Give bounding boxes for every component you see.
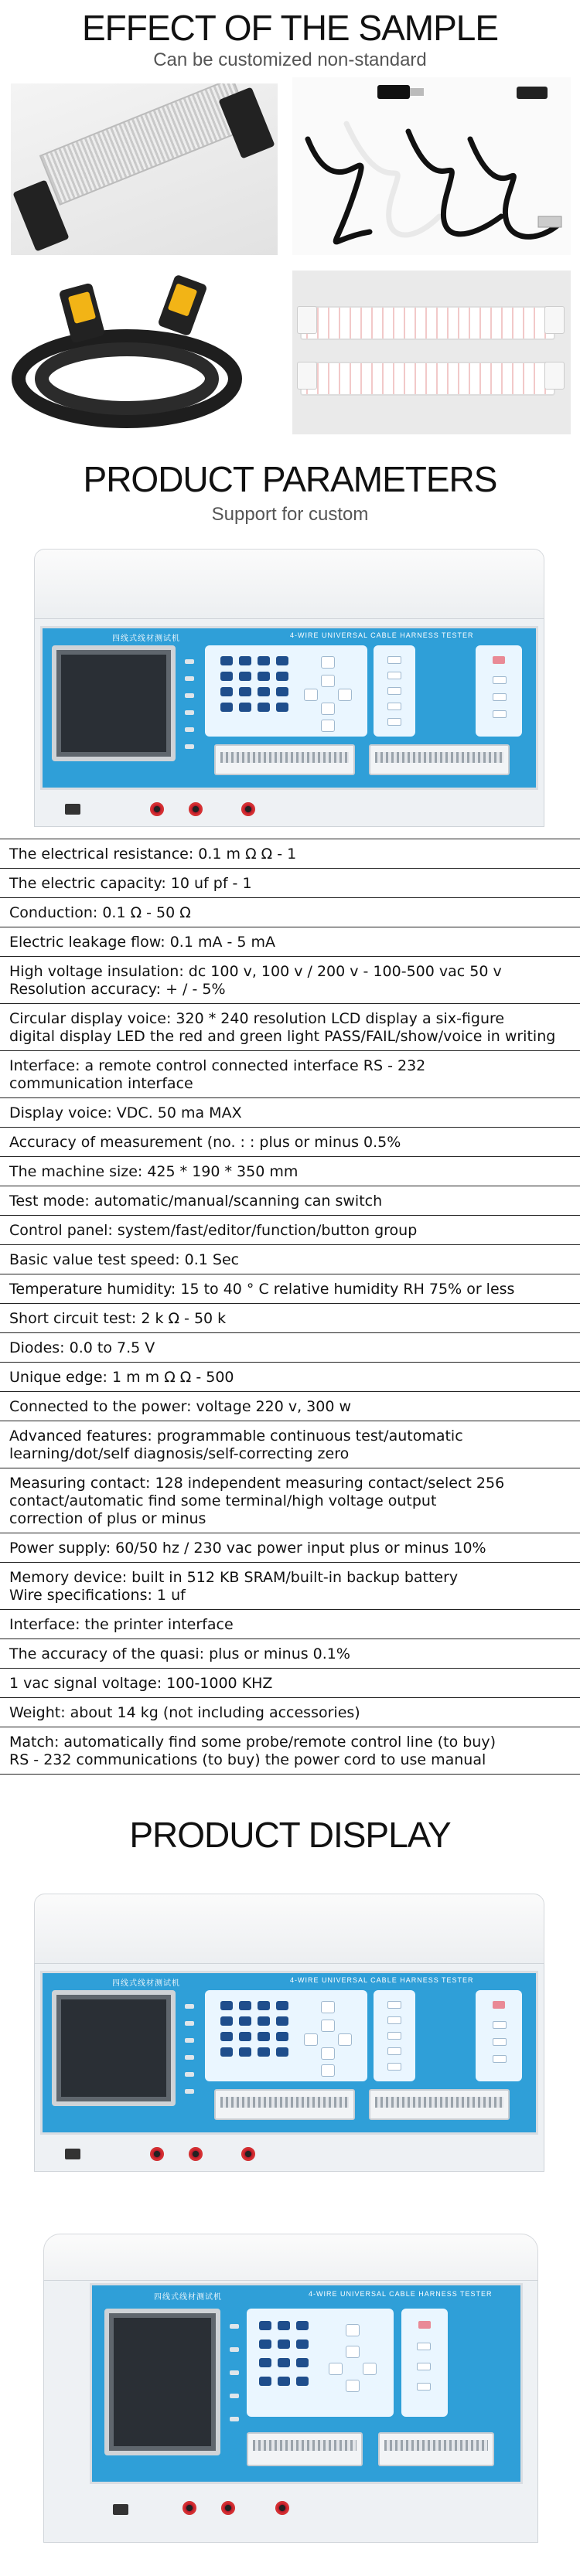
parameters-section-subtitle: Support for custom [211,504,369,525]
parameter-text: Conduction: 0.1 Ω - 50 Ω [9,904,191,921]
parameter-text: Temperature humidity: 15 to 40 ° C relative humidity RH 75% or less [9,1281,515,1298]
power-switch [65,804,80,815]
parameter-row [0,1562,580,1609]
device-brand-label-2: 四线式线材测试机 [112,1979,180,1988]
parameter-row [0,1274,580,1303]
parameter-text: Connected to the power: voltage 220 v, 300 w [9,1398,352,1415]
parameter-row [0,839,580,868]
parameter-row [0,1609,580,1638]
parameter-text: 1 vac signal voltage: 100-1000 KHZ [9,1675,273,1692]
tester-device-image [34,549,544,827]
parameter-text: The electrical resistance: 0.1 m Ω Ω - 1 [9,846,297,863]
parameter-text: Match: automatically find some probe/remote control line (to buy) RS - 232 communications (to buy) the power cord to use manual [9,1734,496,1768]
parameter-row [0,1533,580,1562]
parameter-text: Memory device: built in 512 KB SRAM/built-in backup battery Wire specifications: 1 uf [9,1569,459,1604]
display-device-front-image [34,1894,544,2172]
device-brand-label: 四线式线材测试机 [112,635,180,643]
parameter-row [0,1097,580,1127]
usb-cables-photo [292,77,571,255]
parameter-text: Interface: a remote control connected interface RS - 232 communication interface [9,1057,426,1092]
device-model-label-3: 4-WIRE UNIVERSAL CABLE HARNESS TESTER [309,2290,493,2298]
parameter-text: The electric capacity: 10 uf pf - 1 [9,875,252,892]
parameter-row [0,956,580,1003]
hdmi-cable-photo [11,263,278,434]
parameter-row [0,1003,580,1050]
wire-harness-photo [292,271,571,434]
parameter-text: Advanced features: programmable continuous test/automatic learning/dot/self diagnosis/self-correcting zero [9,1428,463,1462]
parameter-row [0,1391,580,1421]
sample-section-subtitle: Can be customized non-standard [153,49,427,70]
parameter-row [0,1127,580,1156]
display-device-angled-image [43,2234,538,2543]
parameter-text: Weight: about 14 kg (not including accessories) [9,1704,360,1721]
parameter-row [0,1156,580,1186]
parameter-text: Unique edge: 1 m m Ω Ω - 500 [9,1369,234,1386]
sample-section-title: EFFECT OF THE SAMPLE [81,8,499,48]
ribbon-cable-photo [11,83,278,255]
keypad [205,645,367,737]
display-section-title: PRODUCT DISPLAY [129,1815,451,1855]
device-model-label: 4-WIRE UNIVERSAL CABLE HARNESS TESTER [290,631,474,639]
side-button-panel [374,645,415,737]
parameter-text: Accuracy of measurement (no. : : plus or minus 0.5% [9,1134,401,1151]
parameter-row [0,1332,580,1362]
parameter-text: Measuring contact: 128 independent measuring contact/select 256 contact/automatic find some terminal/high voltage output correction of plus or minus [9,1475,505,1527]
parameter-text: Circular display voice: 320 * 240 resolution LCD display a six-figure digital display LED the red and green light PASS/FAIL/show/voice in writing [9,1010,556,1045]
parameter-text: The machine size: 425 * 190 * 350 mm [9,1163,299,1180]
parameter-row [0,897,580,927]
parameters-section-title: PRODUCT PARAMETERS [83,459,497,499]
parameter-row [0,1244,580,1274]
device-brand-label-3: 四线式线材测试机 [154,2293,222,2302]
test-socket-b [369,744,510,775]
parameter-text: Interface: the printer interface [9,1616,234,1633]
device-front-panel [40,626,538,790]
parameter-row [0,1050,580,1097]
parameter-text: The accuracy of the quasi: plus or minus 0.1% [9,1645,350,1662]
test-socket-a [214,744,355,775]
parameter-row [0,1727,580,1775]
parameter-row [0,927,580,956]
parameter-row [0,1638,580,1668]
parameter-text: Basic value test speed: 0.1 Sec [9,1251,240,1268]
parameter-text: Electric leakage flow: 0.1 mA - 5 mA [9,934,276,951]
parameter-row [0,1668,580,1697]
parameter-row [0,1362,580,1391]
parameters-table [0,839,580,1775]
parameter-row [0,1421,580,1468]
lcd-screen [52,645,176,761]
parameter-text: High voltage insulation: dc 100 v, 100 v / 200 v - 100-500 vac 50 v Resolution accuracy: + / - 5% [9,963,502,998]
parameter-row [0,1215,580,1244]
parameter-text: Display voice: VDC. 50 ma MAX [9,1104,242,1121]
parameter-text: Test mode: automatic/manual/scanning can switch [9,1193,383,1210]
parameter-text: Diodes: 0.0 to 7.5 V [9,1339,155,1356]
device-model-label-2: 4-WIRE UNIVERSAL CABLE HARNESS TESTER [290,1976,474,1984]
parameter-row [0,1697,580,1727]
parameter-row [0,868,580,897]
parameter-row [0,1186,580,1215]
parameter-row [0,1468,580,1533]
parameter-text: Short circuit test: 2 k Ω - 50 k [9,1310,227,1327]
parameter-text: Power supply: 60/50 hz / 230 vac power input plus or minus 10% [9,1540,486,1557]
parameter-row [0,1303,580,1332]
parameter-text: Control panel: system/fast/editor/function/button group [9,1222,418,1239]
